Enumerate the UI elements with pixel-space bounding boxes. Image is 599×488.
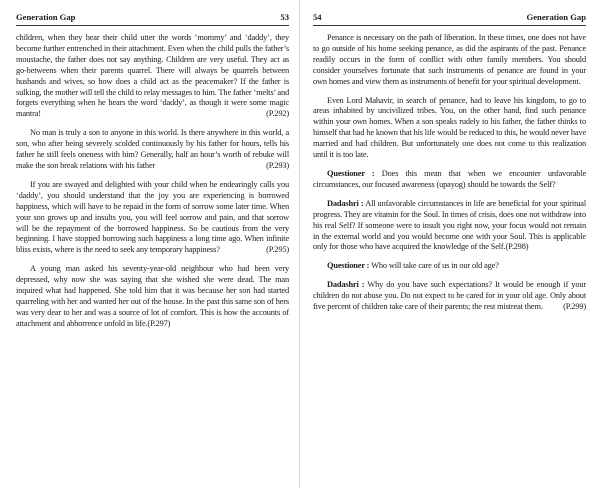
page-reference: (P.299) <box>563 302 586 312</box>
speaker-label: Questioner : <box>327 261 370 271</box>
page-reference: (P.292) <box>266 109 289 119</box>
left-page <box>0 0 299 488</box>
answer-paragraph: Dadashri : All unfavorable circumstances in life are beneficial for your spiritual progress. They are vitamin for the Soul. In times of crisis, does one not withdraw into his real Self? If someone were to insult you right now, your focus would not remain in the external world and you would become one with your Soul. This is applicable only for those who have acquired the knowledge of the Self.(P.298) <box>313 198 586 252</box>
paragraph: children, when they hear their child utter the words ‘mommy’ and ‘daddy’, they become further entrenched in their attachment. Even when the child pulls the father’s moustache, the father does not say anything. Children are very useful. They act as go-betweens when their parents quarrel. There will always be quarrels between husbands and wives, so how does a child act as the peacemaker? If the father is sulking, the mother will tell the child to relay messages to him. The father ‘melts’ and forgets everything when he hears the word ‘daddy’, as though it were some magic mantra! (P.292) <box>16 33 289 119</box>
page-reference: (P.295) <box>266 245 289 255</box>
running-head-left <box>16 12 289 26</box>
page-reference: (P.297) <box>147 318 171 328</box>
paragraph: Penance is necessary on the path of liberation. In these times, one does not have to go outside of his home seeking penance, as did the aspirants of the past. Penance readily occurs in the form of conflict with other family members. You should consider yourselves fortunate that such instruments of penance are found in your own homes and view them as instruments of benefit for your spiritual development. <box>313 33 586 86</box>
question-paragraph: Questioner : Who will take care of us in our old age? <box>327 261 499 271</box>
chapter-title: Generation Gap <box>526 12 586 22</box>
answer-paragraph: Dadashri : Why do you have such expectations? It would be enough if your children do not abuse you. Do not expect to be cared for in your old age. Only about five percent of children take care of their parents; the rest mistreat them. (P.299) <box>313 280 586 312</box>
page-number: 54 <box>313 12 322 22</box>
chapter-title: Generation Gap <box>16 12 76 22</box>
paragraph: A young man asked his seventy-year-old neighbour who had been very depressed, why now she was saying that she wished she were dead. The man inquired what had happened. She told him that it was because her son had started quarreling with her and wanted her out of the house. In the past this same son of hers was very dear to her and was a source of lot of comfort. This is how the accounts of attachment and abhorrence unfold in life.(P.297) <box>16 264 289 328</box>
page-number: 53 <box>280 12 289 22</box>
paragraph: Even Lord Mahavir, in search of penance, had to leave his kingdom, to go to areas inhabited by uncivilized tribes. You, on the other hand, find such penance within your own homes. When a son speaks rudely to his father, the father thinks to himself that had he known that his life would be reduced to this, he would never have married and had children. But unfortunately one does not come to this realization until it is too late. <box>313 95 586 160</box>
page-reference: (P.293) <box>266 160 289 170</box>
paragraph: No man is truly a son to anyone in this world. Is there anywhere in this world, a son, who after being severely scolded continuously by his father for hours, tells his father he still feels oneness with him? Generally, half an hour’s worth of rebuke will make the son break relations with his father (P.293) <box>16 128 289 170</box>
running-head-right <box>313 12 586 26</box>
speaker-label: Dadashri : <box>327 280 365 290</box>
speaker-label: Dadashri : <box>327 198 364 208</box>
right-page <box>299 0 598 488</box>
question-paragraph: Questioner : Does this mean that when we encounter unfavorable circumstances, our focused awareness (upayog) should be towards the Self? <box>313 168 587 189</box>
paragraph: If you are swayed and delighted with your child when he endearingly calls you ‘daddy’, you should understand that the joy you are experiencing is borrowed happiness, which will have to be repaid in the form of sorrow some later time. When your son grows up and insults you, you will feel sorrow and pain, and that sorrow will be the repayment of the borrowed happiness. So be cautious from the very beginning. I have stopped borrowing such happiness a long time ago. When infinite bliss exists, where is the need to seek any temporary happiness? (P.295) <box>16 179 289 255</box>
page-reference: (P.298) <box>505 242 529 252</box>
speaker-label: Questioner : <box>327 168 375 178</box>
